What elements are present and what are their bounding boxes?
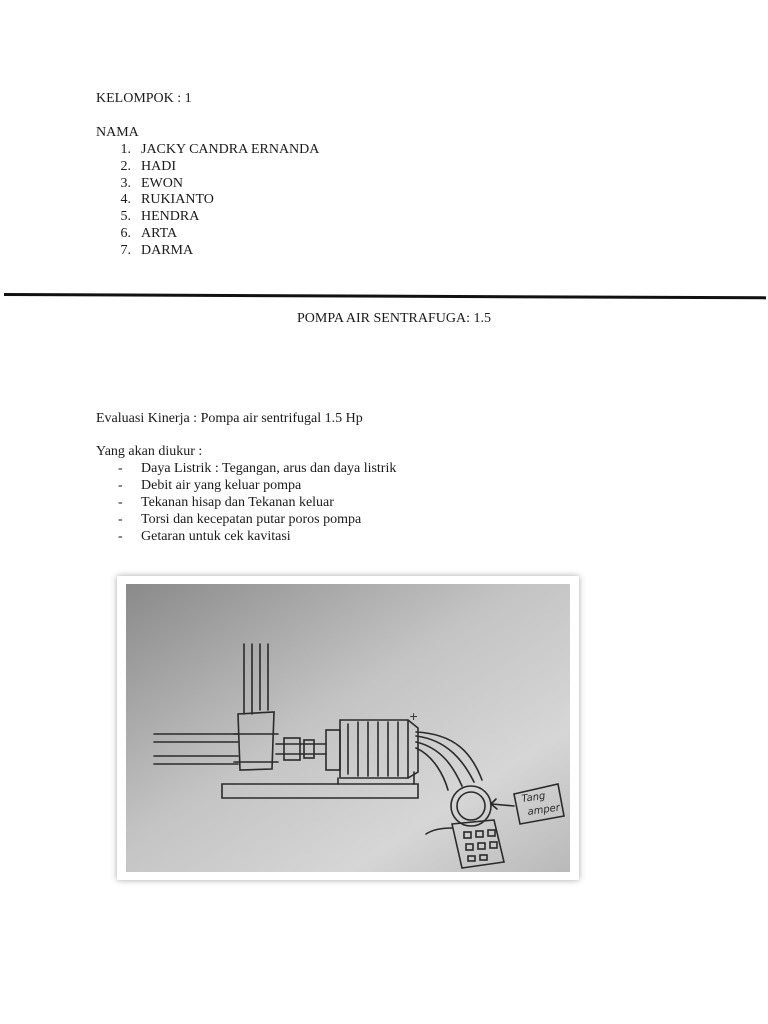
member-number: 6. bbox=[120, 226, 131, 241]
sketch-annotation: Tang bbox=[520, 790, 547, 805]
measure-item: Debit air yang keluar pompa bbox=[141, 478, 302, 493]
sketch-photo bbox=[126, 584, 570, 872]
member-name: RUKIANTO bbox=[141, 192, 214, 207]
group-label: KELOMPOK : 1 bbox=[96, 91, 192, 106]
measure-item: Getaran untuk cek kavitasi bbox=[141, 529, 291, 544]
measure-item: Torsi dan kecepatan putar poros pompa bbox=[141, 512, 362, 527]
member-number: 1. bbox=[120, 142, 131, 157]
pump-sketch-drawing bbox=[126, 584, 570, 872]
measure-item: Daya Listrik : Tegangan, arus dan daya listrik bbox=[141, 461, 397, 476]
sketch-plus-sign: + bbox=[409, 710, 419, 723]
member-name: HADI bbox=[141, 159, 176, 174]
bullet-marker: - bbox=[118, 461, 123, 476]
member-number: 7. bbox=[120, 243, 131, 258]
sketch-photo-frame bbox=[117, 576, 579, 880]
member-name: HENDRA bbox=[141, 209, 200, 224]
measure-item: Tekanan hisap dan Tekanan keluar bbox=[141, 495, 334, 510]
member-name: JACKY CANDRA ERNANDA bbox=[141, 142, 320, 157]
bullet-marker: - bbox=[118, 478, 123, 493]
section-title: POMPA AIR SENTRAFUGA: 1.5 bbox=[297, 311, 491, 326]
bullet-marker: - bbox=[118, 512, 123, 527]
member-name: ARTA bbox=[141, 226, 178, 241]
bullet-marker: - bbox=[118, 529, 123, 544]
sketch-annotation: amper bbox=[526, 802, 561, 818]
names-label: NAMA bbox=[96, 125, 139, 140]
measure-label: Yang akan diukur : bbox=[96, 444, 203, 459]
member-name: DARMA bbox=[141, 243, 194, 258]
section-divider bbox=[4, 293, 766, 299]
bullet-marker: - bbox=[118, 495, 123, 510]
member-name: EWON bbox=[141, 176, 183, 191]
member-number: 2. bbox=[120, 159, 131, 174]
member-number: 3. bbox=[120, 176, 131, 191]
evaluation-text: Evaluasi Kinerja : Pompa air sentrifugal 1.5 Hp bbox=[96, 411, 363, 426]
member-number: 5. bbox=[120, 209, 131, 224]
member-number: 4. bbox=[120, 192, 131, 207]
